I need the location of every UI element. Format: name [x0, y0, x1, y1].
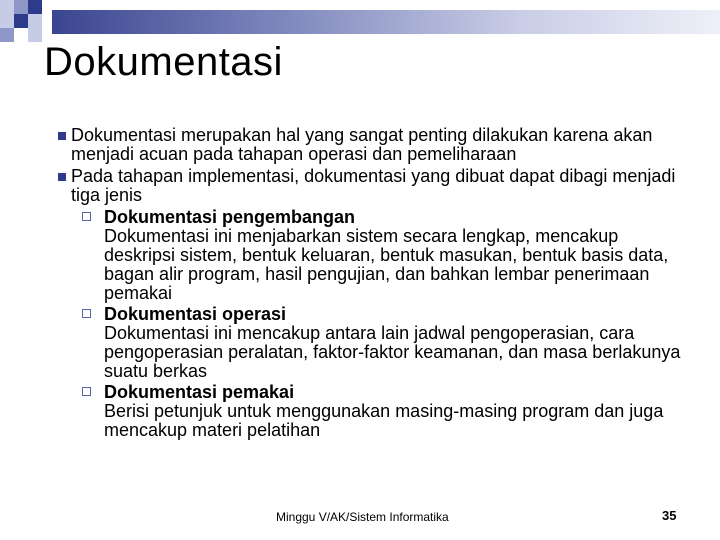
- sub-item: [44, 383, 684, 402]
- bullet-text: Pada tahapan implementasi, dokumentasi yang dibuat dapat dibagi menjadi tiga jenis: [71, 166, 676, 205]
- slide-body: [44, 126, 684, 442]
- sub-item-heading: Dokumentasi pengembangan: [104, 207, 356, 227]
- bullet-item: [44, 167, 684, 205]
- sub-item: [44, 208, 684, 227]
- slide-footer: Minggu V/AK/Sistem Informatika: [276, 510, 449, 524]
- square-bullet-icon: [58, 173, 66, 181]
- sub-item-description: Dokumentasi ini menjabarkan sistem secara lengkap, mencakup deskripsi sistem, bentuk keluaran, bentuk masukan, bentuk basis data, bagan alir program, hasil pengujian, dan bahkan lembar penerimaan pemakai: [104, 226, 669, 303]
- header-gradient-bar: [52, 10, 720, 34]
- hollow-square-bullet-icon: [82, 212, 91, 221]
- hollow-square-bullet-icon: [82, 309, 91, 318]
- slide-title: Dokumentasi: [44, 40, 283, 84]
- sub-item-description: Berisi petunjuk untuk menggunakan masing-masing program dan juga mencakup materi pelatihan: [104, 401, 664, 440]
- bullet-text: Dokumentasi merupakan hal yang sangat penting dilakukan karena akan menjadi acuan pada tahapan operasi dan pemeliharaan: [71, 125, 653, 164]
- bullet-item: [44, 126, 684, 164]
- page-number: 35: [662, 508, 677, 523]
- sub-item-description: Dokumentasi ini mencakup antara lain jadwal pengoperasian, cara pengoperasian peralatan, faktor-faktor keamanan, dan masa berlakunya suatu berkas: [104, 323, 681, 381]
- sub-item: [44, 305, 684, 324]
- square-bullet-icon: [58, 132, 66, 140]
- sub-item-heading: Dokumentasi pemakai: [104, 382, 295, 402]
- hollow-square-bullet-icon: [82, 387, 91, 396]
- sub-item-heading: Dokumentasi operasi: [104, 304, 287, 324]
